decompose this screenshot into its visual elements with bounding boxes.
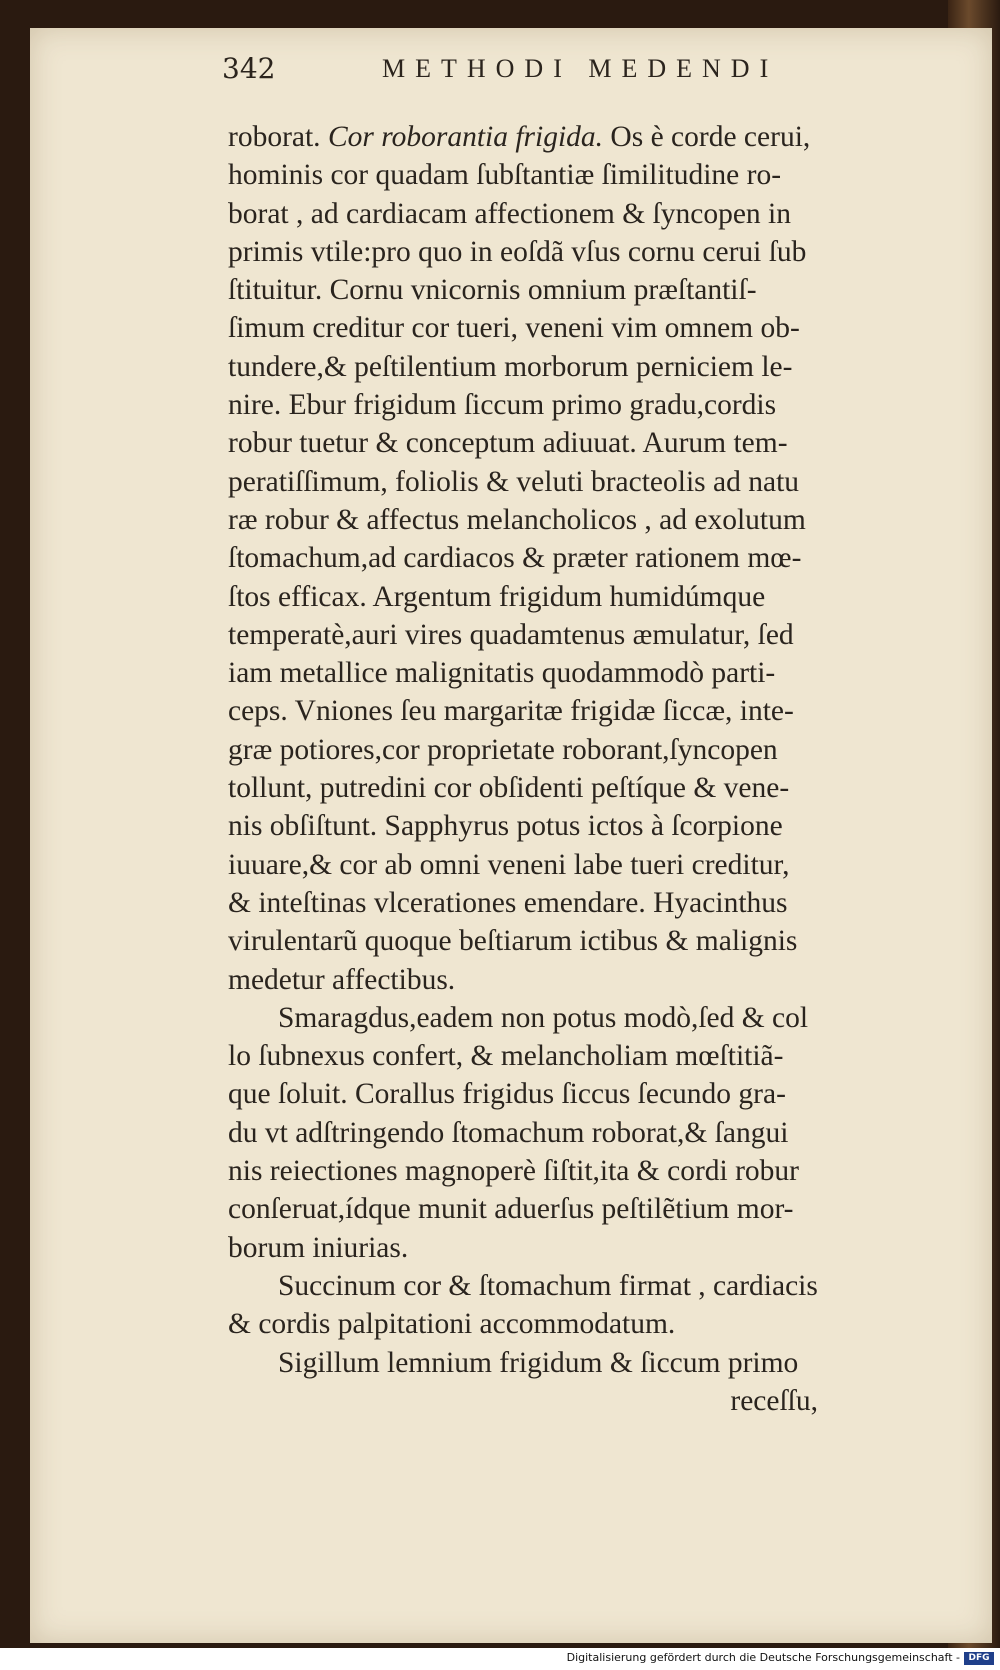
text-line: que ſoluit. Corallus frigidus ſiccus ſecundo gra-	[228, 1078, 786, 1111]
section-heading: Cor roborantia frigida.	[327, 121, 604, 153]
text-line: nis reiectiones magnoperè ſiſtit,ita & cordi robur	[228, 1155, 799, 1188]
page-header	[222, 52, 842, 92]
text-line: tundere,& peſtilentium morborum perniciem le-	[228, 350, 793, 383]
text-line: du vt adſtringendo ſtomachum roborat,& ſangui	[228, 1116, 789, 1149]
text-line: ceps. Vniones ſeu margaritæ frigidæ ſiccæ, inte-	[228, 695, 794, 728]
text-line: ſtos efficax. Argentum frigidum humidúmque	[228, 580, 766, 613]
catchword: receſſu,	[730, 1384, 818, 1417]
text-line: temperatè,auri vires quadamtenus æmulatur, ſed	[228, 618, 794, 651]
text-line: lo ſubnexus confert, & melancholiam mœſtitiã-	[228, 1040, 784, 1073]
text-line: hominis cor quadam ſubſtantiæ ſimilitudine ro-	[228, 159, 782, 192]
text-line-first	[228, 118, 928, 156]
text-line: nire. Ebur frigidum ſiccum primo gradu,cordis	[228, 389, 777, 422]
text-line: iam metallice malignitatis quodammodò parti-	[228, 657, 776, 690]
text-line: primis vtile:pro quo in eoſdã vſus cornu cerui ſub	[228, 235, 807, 268]
text-line: græ potiores,cor proprietate roborant,ſyncopen	[228, 733, 778, 766]
text-line: tollunt, putredini cor obſidenti peſtíque & vene-	[228, 772, 790, 805]
text-line: virulentarũ quoque beſtiarum ictibus & malignis	[228, 925, 798, 958]
text-line: ræ robur & affectus melancholicos , ad exolutum	[228, 503, 806, 536]
text-line: borat , ad cardiacam affectionem & ſyncopen in	[228, 197, 791, 230]
text-line: medetur affectibus.	[228, 963, 456, 996]
dfg-logo-icon: DFG	[964, 1652, 994, 1665]
text-line: & inteſtinas vlcerationes emendare. Hyacinthus	[228, 886, 788, 919]
text-line: nis obſiſtunt. Sapphyrus potus ictos à ſcorpione	[228, 810, 783, 843]
page-number: 342	[222, 52, 276, 85]
paragraph-first-line: Succinum cor & ſtomachum firmat , cardiacis	[278, 1269, 818, 1302]
text-line: peratiſſimum, foliolis & veluti bracteolis ad natu	[228, 465, 800, 498]
text-line: ſimum creditur cor tueri, veneni vim omnem ob-	[228, 312, 800, 345]
running-head: METHODI MEDENDI	[382, 54, 779, 83]
paragraph-first-line: Smaragdus,eadem non potus modò,ſed & col	[278, 1001, 809, 1034]
line-text: roborat.	[228, 121, 328, 153]
text-line: robur tuetur & conceptum adiuuat. Aurum tem-	[228, 427, 788, 460]
funding-credit: Digitalisierung gefördert durch die Deutsche Forschungsgemeinschaft -	[566, 1651, 960, 1664]
text-line: ſtomachum,ad cardiacos & præter rationem mœ-	[228, 542, 802, 575]
text-line: & cordis palpitationi accommodatum.	[228, 1308, 676, 1341]
body-text	[228, 118, 928, 1420]
line-text: Os è corde cerui,	[603, 121, 811, 153]
digitization-footer	[0, 1648, 1000, 1670]
text-line: borum iniurias.	[228, 1231, 409, 1264]
text-line: ſtituitur. Cornu vnicornis omnium præſtantiſ-	[228, 274, 757, 307]
text-line: conſeruat,ídque munit aduerſus peſtilẽtium mor-	[228, 1193, 794, 1226]
paragraph-first-line: Sigillum lemnium frigidum & ſiccum primo	[278, 1346, 799, 1379]
text-line: iuuare,& cor ab omni veneni labe tueri creditur,	[228, 848, 790, 881]
